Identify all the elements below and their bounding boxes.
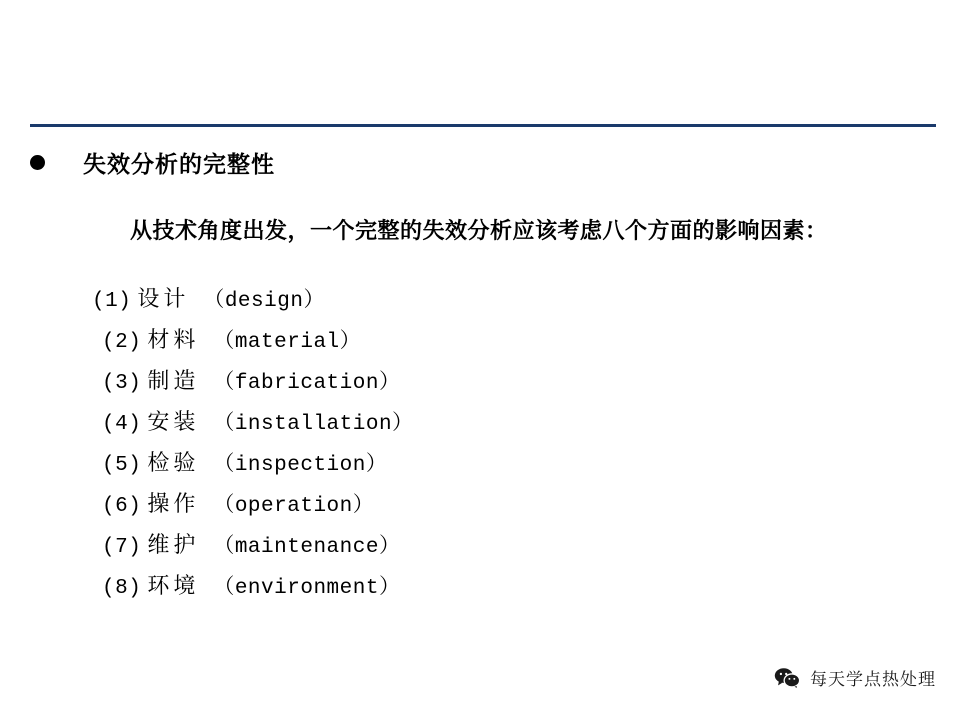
list-item-number: (1) — [92, 290, 132, 313]
list-item-number: (7) — [102, 536, 142, 559]
list-item-label-en: （operation） — [213, 495, 375, 518]
list-item-label-cn: 设计 — [137, 286, 190, 311]
list-item-label-cn: 检验 — [147, 450, 200, 475]
intro-paragraph: 从技术角度出发，一个完整的失效分析应该考虑八个方面的影响因素： — [130, 218, 828, 243]
bullet-dot-icon — [30, 155, 45, 170]
list-item — [92, 280, 612, 321]
list-item-label-en: （design） — [203, 290, 325, 313]
list-item — [92, 444, 612, 485]
list-item-label-en: （maintenance） — [213, 536, 401, 559]
footer-text: 每天学点热处理 — [810, 670, 936, 689]
list-item-number: (5) — [102, 454, 142, 477]
list-item-label-en: （inspection） — [213, 454, 388, 477]
list-item-label-cn: 环境 — [147, 573, 200, 598]
list-item — [92, 567, 612, 608]
factors-list — [92, 280, 612, 608]
page-title: 失效分析的完整性 — [83, 152, 275, 177]
header-divider — [30, 124, 936, 127]
list-item-label-en: （environment） — [213, 577, 401, 600]
list-item — [92, 403, 612, 444]
footer-watermark — [774, 665, 936, 690]
list-item — [92, 485, 612, 526]
wechat-icon — [774, 667, 800, 689]
list-item-number: (4) — [102, 413, 142, 436]
list-item — [92, 321, 612, 362]
list-item-number: (2) — [102, 331, 142, 354]
list-item-label-cn: 操作 — [147, 491, 200, 516]
list-item — [92, 362, 612, 403]
list-item — [92, 526, 612, 567]
list-item-label-en: （installation） — [213, 413, 414, 436]
list-item-label-en: （fabrication） — [213, 372, 401, 395]
list-item-label-cn: 安装 — [147, 409, 200, 434]
list-item-label-cn: 维护 — [147, 532, 200, 557]
list-item-number: (3) — [102, 372, 142, 395]
heading-row — [30, 146, 275, 179]
list-item-number: (6) — [102, 495, 142, 518]
list-item-number: (8) — [102, 577, 142, 600]
list-item-label-cn: 制造 — [147, 368, 200, 393]
list-item-label-cn: 材料 — [147, 327, 200, 352]
list-item-label-en: （material） — [213, 331, 362, 354]
